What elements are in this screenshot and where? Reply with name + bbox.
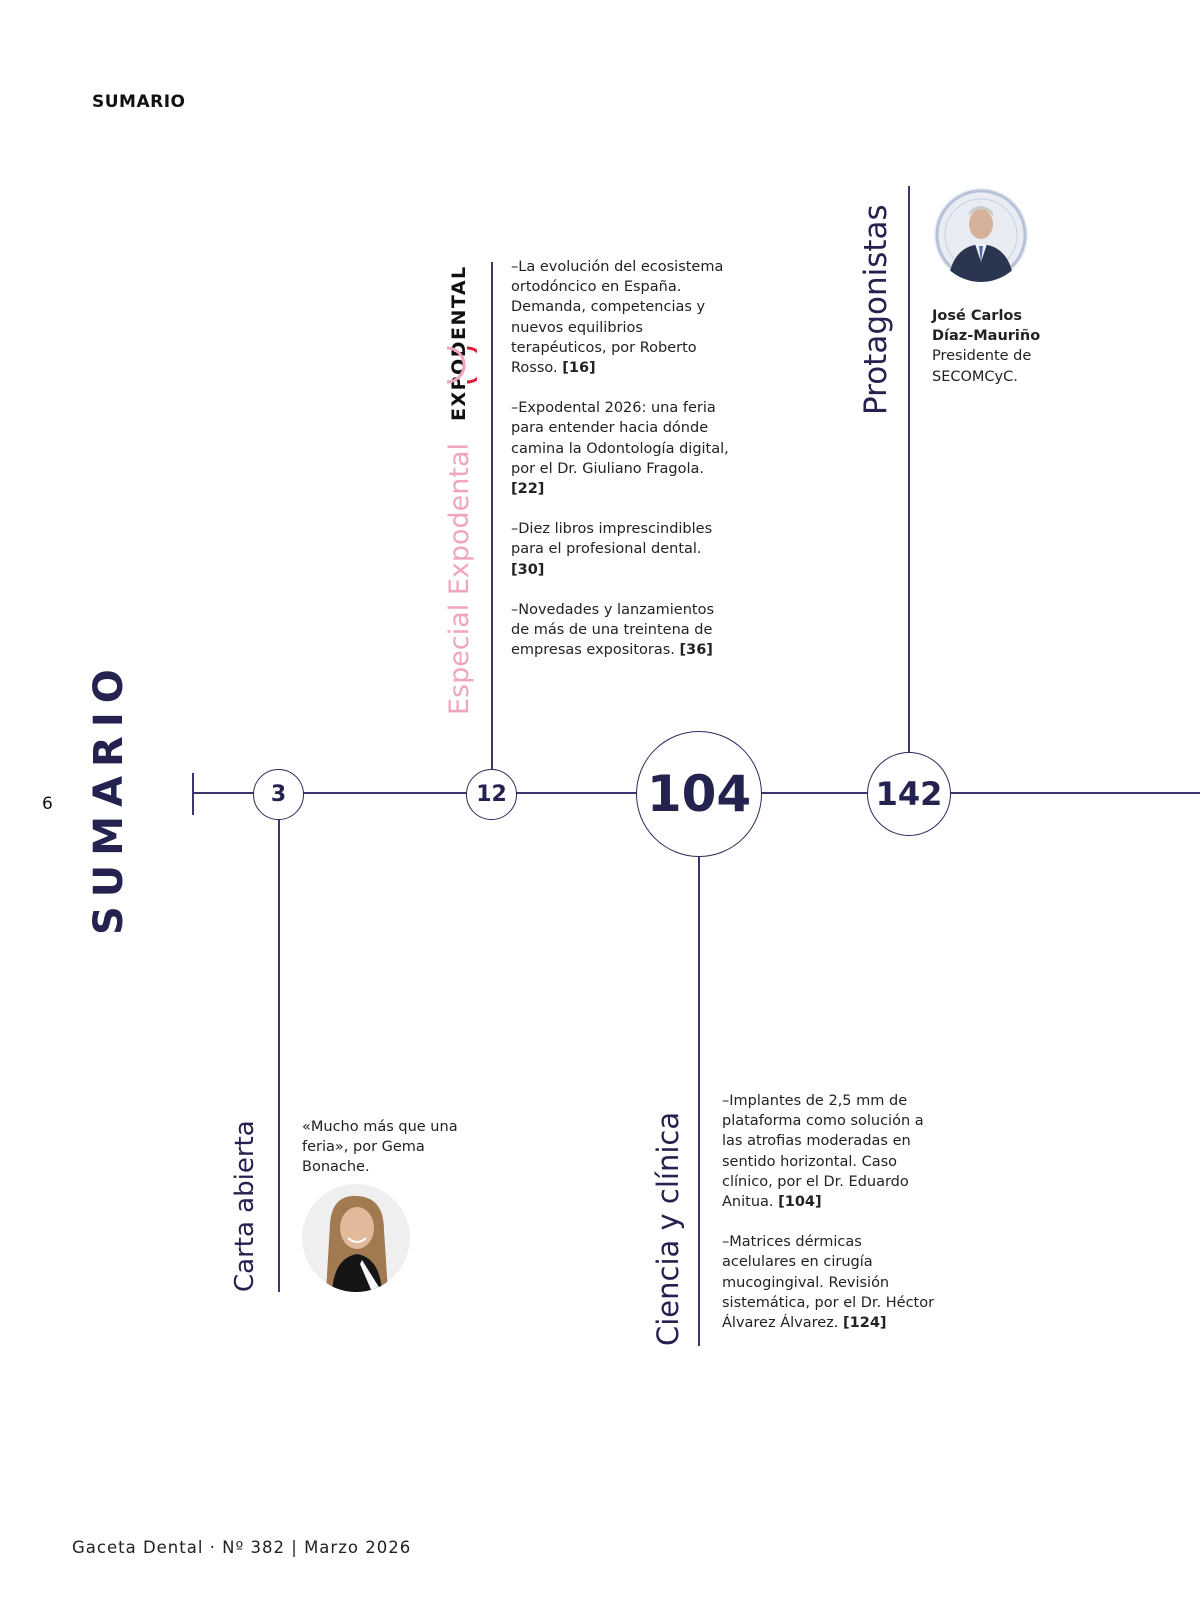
- especial-item[interactable]: –Novedades y lanzamientos de más de una treintena de empresas expositoras. [36]: [511, 601, 715, 659]
- timeline-node-104[interactable]: 104: [636, 731, 762, 857]
- expodental-logo-text: EXPODENTAL: [448, 265, 470, 421]
- expodental-logo-mark: [437, 342, 477, 388]
- protagonista-portrait-photo: [934, 188, 1028, 282]
- connector-especial: [491, 262, 493, 770]
- carta-text[interactable]: «Mucho más que una feria», por Gema Bonache.: [302, 1119, 458, 1176]
- protagonista-name-line2: Díaz-Mauriño: [932, 328, 1041, 345]
- ciencia-title: Ciencia y clínica: [651, 1111, 685, 1346]
- timeline-node-3[interactable]: 3: [253, 769, 304, 820]
- especial-title: Especial Expodental: [444, 442, 475, 715]
- carta-author-photo: [302, 1184, 410, 1292]
- protagonista-role-line2: SECOMCyC.: [932, 368, 1018, 385]
- timeline-start-tick: [192, 773, 194, 815]
- header-section-label: SUMARIO: [92, 92, 186, 112]
- especial-item[interactable]: –Expodental 2026: una feria para entender hacia dónde camina la Odontología digital, por el Dr. Giuliano Fragola. [22]: [511, 400, 729, 498]
- page-vertical-title: SUMARIO: [86, 660, 132, 935]
- ciencia-items: [722, 1091, 940, 1353]
- especial-item[interactable]: –Diez libros imprescindibles para el profesional dental. [30]: [511, 521, 713, 578]
- protagonistas-title: Protagonistas: [858, 204, 894, 415]
- protagonista-role-line1: Presidente de: [932, 348, 1032, 365]
- footer-publication-info: Gaceta Dental · Nº 382 | Marzo 2026: [72, 1538, 412, 1557]
- protagonista-caption: [932, 306, 1040, 387]
- especial-items: [511, 257, 729, 680]
- page-number: 6: [42, 794, 53, 814]
- especial-item[interactable]: –La evolución del ecosistema ortodóncico en España. Demanda, competencias y nuevos equilibrios terapéuticos, por Roberto Rosso. [16]: [511, 259, 724, 377]
- protagonista-name-line1: José Carlos: [932, 308, 1023, 324]
- connector-protagonistas: [908, 186, 910, 752]
- ciencia-item[interactable]: –Matrices dérmicas acelulares en cirugía mucogingival. Revisión sistemática, por el Dr. Héctor Álvarez Álvarez. [124]: [722, 1234, 935, 1332]
- connector-ciencia: [698, 856, 700, 1346]
- carta-title: Carta abierta: [230, 1120, 260, 1292]
- timeline-node-12[interactable]: 12: [466, 769, 517, 820]
- timeline-node-142[interactable]: 142: [867, 752, 951, 836]
- connector-carta: [278, 818, 280, 1292]
- ciencia-item[interactable]: –Implantes de 2,5 mm de plataforma como solución a las atrofias moderadas en sentido horizontal. Caso clínico, por el Dr. Eduardo Anitua. [104]: [722, 1093, 924, 1211]
